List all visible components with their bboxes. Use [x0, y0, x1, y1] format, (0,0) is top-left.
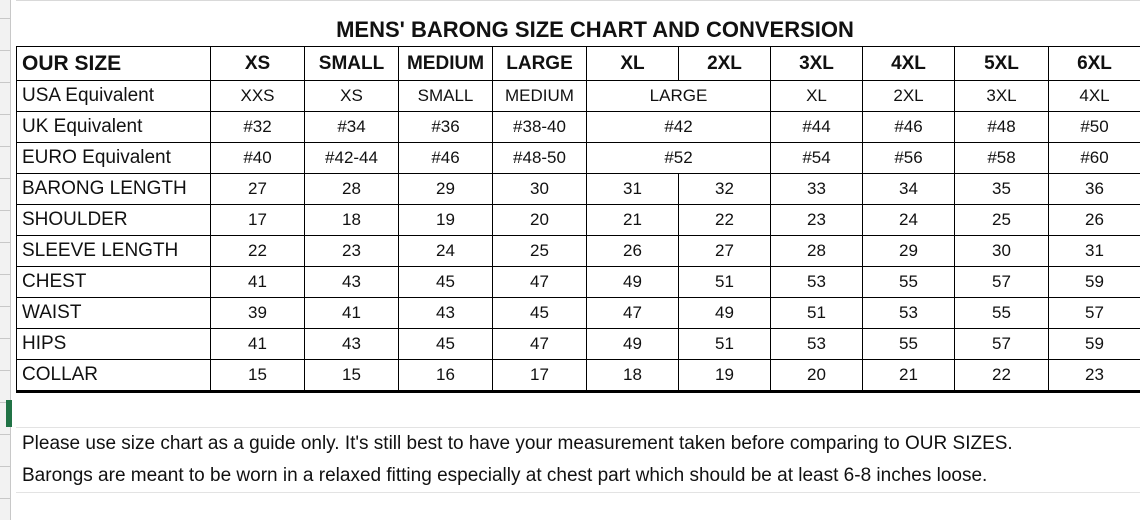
merged-cell: #52	[587, 143, 771, 174]
table-cell: 2XL	[863, 81, 955, 112]
table-cell: 24	[863, 205, 955, 236]
table-cell: 55	[863, 329, 955, 360]
table-cell: #44	[771, 112, 863, 143]
measurement-row	[17, 174, 1140, 205]
table-cell: 49	[587, 267, 679, 298]
measurement-row	[17, 205, 1140, 236]
header-size: SMALL	[305, 47, 399, 81]
table-cell: 49	[679, 298, 771, 329]
table-cell: #34	[305, 112, 399, 143]
table-cell: 17	[493, 360, 587, 392]
table-cell: 30	[955, 236, 1049, 267]
table-cell: 55	[863, 267, 955, 298]
table-cell: 57	[955, 267, 1049, 298]
row-header-divider	[0, 306, 10, 307]
table-cell: 57	[955, 329, 1049, 360]
gridline	[16, 427, 1140, 428]
table-cell: #40	[211, 143, 305, 174]
row-label: BARONG LENGTH	[17, 174, 211, 205]
table-cell: XL	[771, 81, 863, 112]
merged-cell: #42	[587, 112, 771, 143]
row-label: CHEST	[17, 267, 211, 298]
table-cell: 47	[587, 298, 679, 329]
header-size: XS	[211, 47, 305, 81]
row-header-strip	[0, 0, 11, 520]
table-cell: 32	[679, 174, 771, 205]
conversion-row-uk	[17, 112, 1140, 143]
size-chart-table	[16, 46, 1140, 393]
table-cell: 20	[493, 205, 587, 236]
conversion-row-euro	[17, 143, 1140, 174]
table-cell: #38-40	[493, 112, 587, 143]
table-cell: 4XL	[1049, 81, 1140, 112]
table-cell: 51	[771, 298, 863, 329]
table-cell: #32	[211, 112, 305, 143]
table-cell: 41	[211, 267, 305, 298]
table-cell: 36	[1049, 174, 1140, 205]
measurement-row	[17, 329, 1140, 360]
row-header-divider	[0, 114, 10, 115]
table-cell: 47	[493, 267, 587, 298]
row-header-divider	[0, 466, 10, 467]
table-cell: 51	[679, 329, 771, 360]
table-cell: #60	[1049, 143, 1140, 174]
table-cell: 41	[305, 298, 399, 329]
header-size: MEDIUM	[399, 47, 493, 81]
footnote-line: Barongs are meant to be worn in a relaxed fitting especially at chest part which should be at least 6-8 inches loose.	[22, 465, 988, 486]
footnote-line: Please use size chart as a guide only. It's still best to have your measurement taken before comparing to OUR SIZES.	[22, 433, 1013, 454]
table-cell: 27	[211, 174, 305, 205]
footnote	[22, 428, 1140, 492]
table-cell: 43	[305, 329, 399, 360]
table-cell: XS	[305, 81, 399, 112]
table-cell: 53	[771, 267, 863, 298]
header-size: 5XL	[955, 47, 1049, 81]
row-header-divider	[0, 434, 10, 435]
table-cell: 18	[305, 205, 399, 236]
table-cell: 31	[1049, 236, 1140, 267]
table-cell: 22	[679, 205, 771, 236]
header-label: OUR SIZE	[17, 47, 211, 81]
row-label: USA Equivalent	[17, 81, 211, 112]
measurement-row	[17, 236, 1140, 267]
row-header-divider	[0, 178, 10, 179]
table-cell: #36	[399, 112, 493, 143]
table-cell: #48	[955, 112, 1049, 143]
table-cell: 21	[863, 360, 955, 392]
table-cell: 31	[587, 174, 679, 205]
table-cell: 25	[955, 205, 1049, 236]
table-cell: 29	[399, 174, 493, 205]
table-cell: 43	[399, 298, 493, 329]
table-cell: #46	[399, 143, 493, 174]
table-cell: 53	[771, 329, 863, 360]
table-cell: 59	[1049, 329, 1140, 360]
table-cell: 49	[587, 329, 679, 360]
table-cell: 43	[305, 267, 399, 298]
table-cell: 28	[305, 174, 399, 205]
row-header-divider	[0, 242, 10, 243]
table-cell: 25	[493, 236, 587, 267]
table-cell: 17	[211, 205, 305, 236]
table-cell: 35	[955, 174, 1049, 205]
table-cell: 51	[679, 267, 771, 298]
row-label: WAIST	[17, 298, 211, 329]
table-cell: 26	[587, 236, 679, 267]
row-header-divider	[0, 146, 10, 147]
table-cell: #42-44	[305, 143, 399, 174]
header-size: XL	[587, 47, 679, 81]
table-cell: #54	[771, 143, 863, 174]
table-cell: 53	[863, 298, 955, 329]
table-cell: #50	[1049, 112, 1140, 143]
header-size: 3XL	[771, 47, 863, 81]
gridline	[16, 492, 1140, 493]
table-cell: 55	[955, 298, 1049, 329]
measurement-row	[17, 298, 1140, 329]
merged-cell: LARGE	[587, 81, 771, 112]
table-cell: 23	[771, 205, 863, 236]
table-cell: 22	[955, 360, 1049, 392]
row-header-divider	[0, 338, 10, 339]
table-cell: 16	[399, 360, 493, 392]
table-cell: 45	[493, 298, 587, 329]
table-cell: 3XL	[955, 81, 1049, 112]
row-header-divider	[0, 498, 10, 499]
table-cell: 27	[679, 236, 771, 267]
table-cell: 59	[1049, 267, 1140, 298]
table-cell: 24	[399, 236, 493, 267]
table-cell: 30	[493, 174, 587, 205]
row-label: COLLAR	[17, 360, 211, 392]
table-cell: 15	[211, 360, 305, 392]
header-size: LARGE	[493, 47, 587, 81]
table-cell: 23	[1049, 360, 1140, 392]
table-cell: 19	[399, 205, 493, 236]
row-label: HIPS	[17, 329, 211, 360]
table-cell: 19	[679, 360, 771, 392]
row-header-divider	[0, 82, 10, 83]
table-cell: 15	[305, 360, 399, 392]
row-label: EURO Equivalent	[17, 143, 211, 174]
measurement-rows	[17, 174, 1140, 392]
active-cell-marker	[6, 400, 12, 427]
table-cell: 33	[771, 174, 863, 205]
table-cell: #56	[863, 143, 955, 174]
table-cell: XXS	[211, 81, 305, 112]
table-cell: 47	[493, 329, 587, 360]
chart-title: MENS' BARONG SIZE CHART AND CONVERSION	[336, 17, 854, 42]
row-header-divider	[0, 370, 10, 371]
table-cell: 34	[863, 174, 955, 205]
header-size: 4XL	[863, 47, 955, 81]
measurement-row	[17, 360, 1140, 392]
gridline	[16, 0, 1140, 1]
table-cell: #46	[863, 112, 955, 143]
row-header-divider	[0, 50, 10, 51]
measurement-row	[17, 267, 1140, 298]
conversion-row-usa	[17, 81, 1140, 112]
table-cell: 21	[587, 205, 679, 236]
table-cell: 23	[305, 236, 399, 267]
table-cell: 26	[1049, 205, 1140, 236]
table-cell: 22	[211, 236, 305, 267]
table-cell: #58	[955, 143, 1049, 174]
table-cell: 28	[771, 236, 863, 267]
table-cell: MEDIUM	[493, 81, 587, 112]
table-cell: #48-50	[493, 143, 587, 174]
header-size: 2XL	[679, 47, 771, 81]
row-label: SHOULDER	[17, 205, 211, 236]
table-cell: 39	[211, 298, 305, 329]
table-cell: 57	[1049, 298, 1140, 329]
table-cell: SMALL	[399, 81, 493, 112]
table-cell: 45	[399, 329, 493, 360]
row-header-divider	[0, 210, 10, 211]
row-label: UK Equivalent	[17, 112, 211, 143]
header-size: 6XL	[1049, 47, 1140, 81]
header-row	[17, 47, 1140, 81]
table-cell: 18	[587, 360, 679, 392]
table-cell: 29	[863, 236, 955, 267]
row-header-divider	[0, 18, 10, 19]
table-cell: 45	[399, 267, 493, 298]
row-label: SLEEVE LENGTH	[17, 236, 211, 267]
table-cell: 41	[211, 329, 305, 360]
row-header-divider	[0, 274, 10, 275]
table-cell: 20	[771, 360, 863, 392]
